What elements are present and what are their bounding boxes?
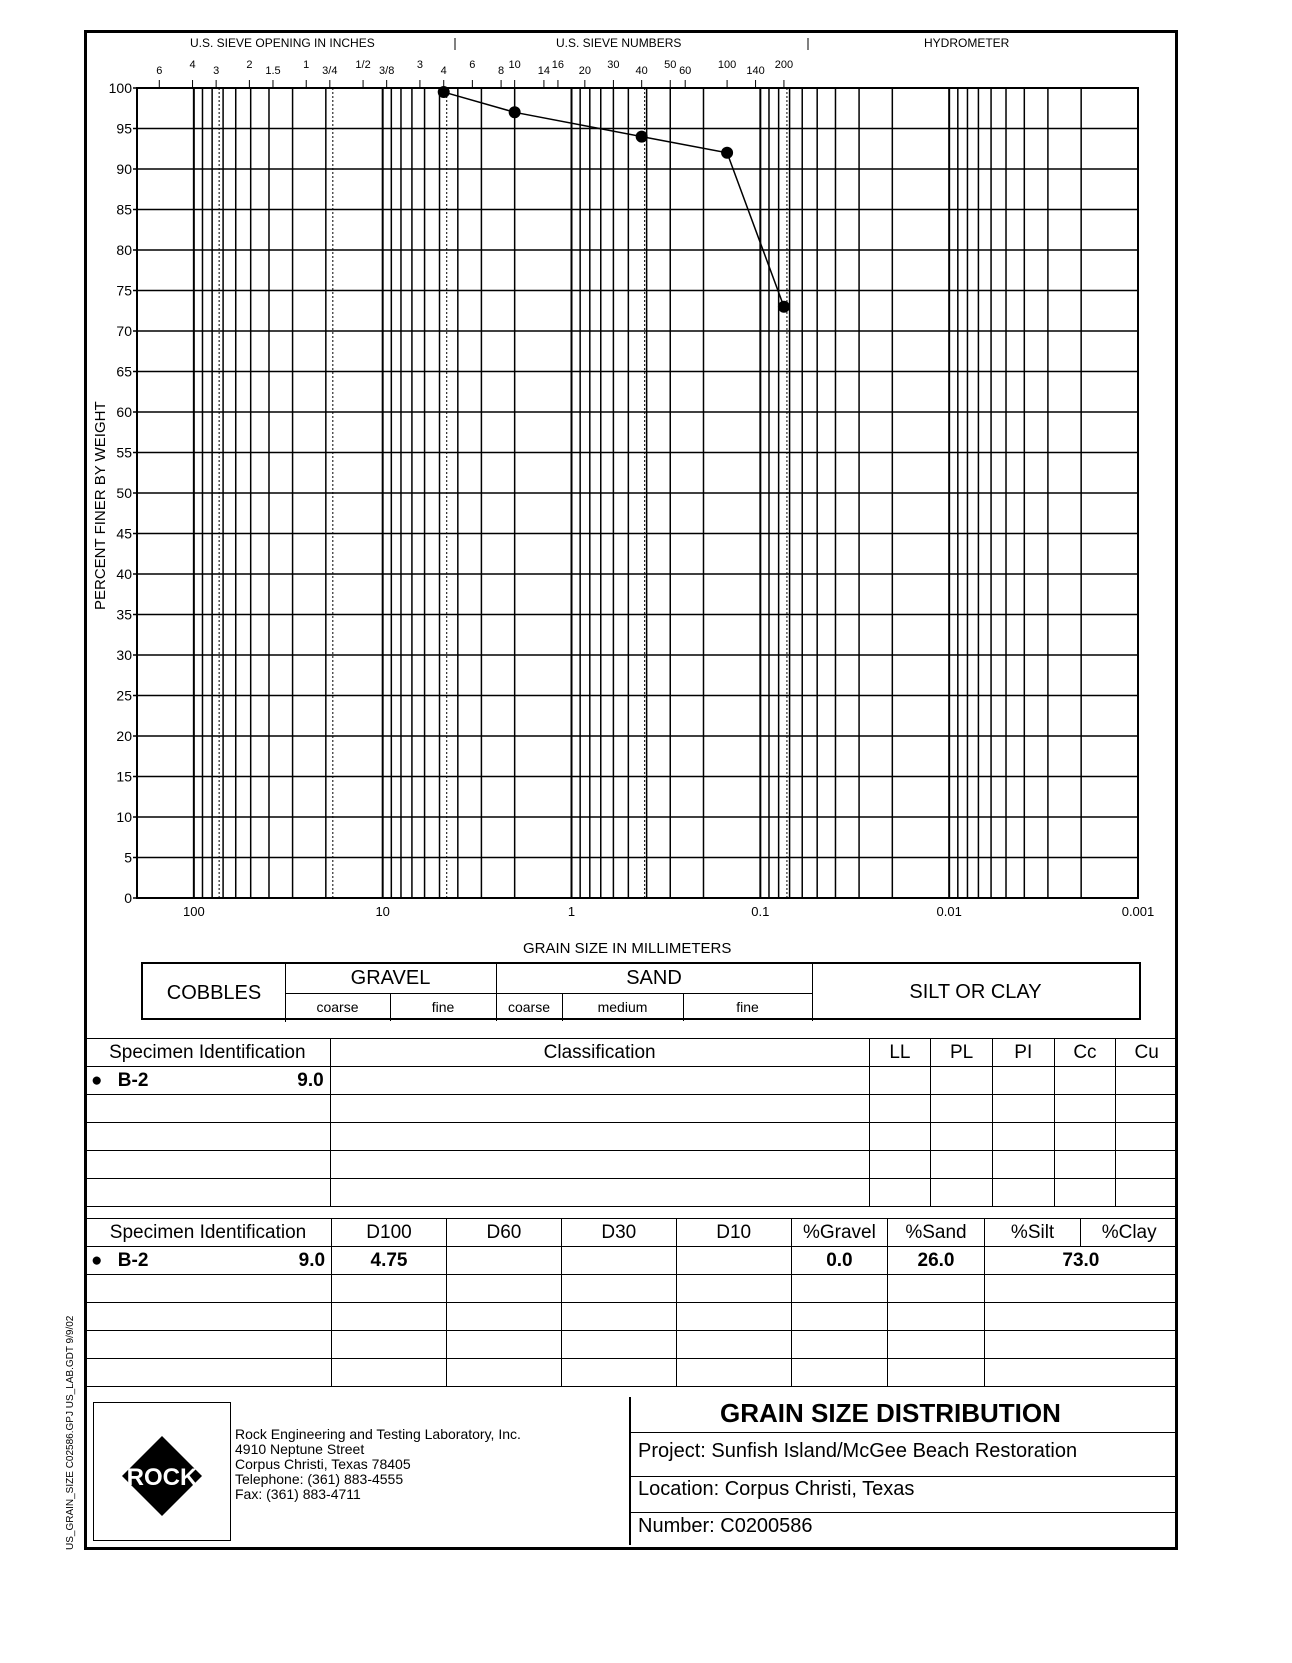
y-tick-label: 5 [124, 849, 132, 866]
sand-label: SAND [496, 964, 813, 994]
y-tick-label: 75 [116, 282, 132, 299]
gravel-pct-value: 0.0 [791, 1247, 888, 1275]
sieve-label: 50 [664, 59, 677, 71]
y-tick-label: 25 [116, 687, 132, 704]
specimen-cell [85, 1067, 331, 1095]
sieve-label: 3/4 [322, 65, 338, 77]
classification-box [141, 962, 1141, 1020]
sieve-label: 10 [508, 59, 521, 71]
sand-fine-label: fine [683, 993, 813, 1021]
y-tick-label: 35 [116, 606, 132, 623]
sieve-label: 16 [551, 59, 565, 71]
gravel-fine-label: fine [390, 993, 497, 1021]
silt-clay-label: SILT OR CLAY [909, 980, 1042, 1003]
sieve-label: 1 [303, 59, 310, 71]
cu-header: Cu [1116, 1039, 1178, 1067]
gravel-label: GRAVEL [285, 964, 497, 994]
x-tick-label: 100 [182, 904, 205, 919]
y-tick-label: 70 [116, 323, 132, 339]
silt-pct-header: %Silt [984, 1219, 1081, 1247]
y-tick-label: 80 [116, 242, 132, 258]
table-row [85, 1123, 1178, 1151]
cc-value [1054, 1067, 1116, 1095]
footer-divider-1 [630, 1432, 1176, 1433]
table-row [85, 1275, 1178, 1303]
specimen-depth: 9.0 [297, 1069, 324, 1091]
y-axis-label: PERCENT FINER BY WEIGHT [92, 401, 109, 610]
series-marker: ● [91, 1249, 103, 1271]
series-marker: ● [91, 1069, 103, 1091]
d10-header: D10 [676, 1219, 791, 1247]
y-tick-label: 30 [116, 647, 132, 663]
footer-divider-3 [630, 1512, 1176, 1513]
clay-pct-header: %Clay [1081, 1219, 1178, 1247]
gradation-table [84, 1218, 1178, 1387]
y-tick-label: 0 [124, 890, 132, 906]
sand-pct-header: %Sand [888, 1219, 985, 1247]
sieve-label: 1.5 [265, 65, 281, 77]
y-tick-label: 40 [116, 566, 132, 582]
specimen-depth: 9.0 [298, 1249, 326, 1271]
lab-address-2: Corpus Christi, Texas 78405 [235, 1456, 411, 1472]
sieve-label: 14 [537, 65, 551, 77]
table-row [85, 1151, 1178, 1179]
x-axis-label: GRAIN SIZE IN MILLIMETERS [523, 940, 732, 957]
classification-value [330, 1067, 869, 1095]
cu-value [1116, 1067, 1178, 1095]
report-title: GRAIN SIZE DISTRIBUTION [720, 1398, 1061, 1428]
logo-text: ROCK [126, 1464, 198, 1491]
lab-name: Rock Engineering and Testing Laboratory, Inc. [235, 1426, 521, 1442]
sieve-label: 8 [498, 65, 505, 77]
y-tick-label: 100 [108, 80, 132, 96]
gravel-coarse-label: coarse [285, 993, 391, 1021]
sand-pct-value: 26.0 [888, 1247, 985, 1275]
side-file-label: US_GRAIN_SIZE C02586.GPJ US_LAB.GDT 9/9/02 [65, 1315, 76, 1550]
rock-logo [118, 1432, 206, 1520]
header-sieve-inches: U.S. SIEVE OPENING IN INCHES [190, 36, 375, 50]
table-row [85, 1359, 1178, 1387]
specimen-id: B-2 [117, 1069, 149, 1091]
sieve-label: 30 [607, 59, 620, 71]
sieve-label: 40 [635, 65, 648, 77]
sieve-label: 200 [774, 59, 794, 71]
data-point [721, 147, 733, 159]
cc-header: Cc [1054, 1039, 1116, 1067]
specimen-id-header-2: Specimen Identification [85, 1219, 332, 1247]
footer-divider-2 [630, 1476, 1176, 1477]
sieve-label: 3 [416, 59, 423, 71]
y-tick-label: 10 [116, 809, 132, 825]
sieve-label: 4 [440, 65, 447, 77]
specimen-cell [85, 1247, 332, 1275]
d10-value [676, 1247, 791, 1275]
lab-info [235, 1427, 521, 1502]
x-tick-label: 1 [567, 904, 576, 919]
y-tick-label: 60 [116, 404, 132, 420]
sieve-label: 6 [156, 65, 163, 77]
y-tick-label: 15 [116, 768, 132, 785]
data-point [636, 131, 648, 143]
d60-value [446, 1247, 561, 1275]
table-row [85, 1095, 1178, 1123]
location-line: Location: Corpus Christi, Texas [638, 1478, 915, 1500]
data-point [438, 86, 450, 98]
table-row [85, 1247, 1178, 1275]
table-row [85, 1179, 1178, 1207]
pi-value [992, 1067, 1054, 1095]
cobbles-label: COBBLES [143, 964, 286, 1022]
classification-header: Classification [330, 1039, 869, 1067]
pl-header: PL [931, 1039, 993, 1067]
d100-header: D100 [332, 1219, 447, 1247]
gravel-pct-header: %Gravel [791, 1219, 888, 1247]
table-row [85, 1331, 1178, 1359]
header-hydrometer: HYDROMETER [924, 36, 1010, 50]
x-tick-label: 0.001 [1121, 904, 1155, 919]
pl-value [931, 1067, 993, 1095]
d60-header: D60 [446, 1219, 561, 1247]
sand-coarse-label: coarse [496, 993, 563, 1021]
data-point [509, 106, 521, 118]
lab-fax: Fax: (361) 883-4711 [235, 1486, 361, 1502]
sieve-label: 140 [746, 65, 765, 77]
sieve-label: 2 [246, 59, 253, 71]
ll-value [869, 1067, 931, 1095]
x-tick-label: 10 [375, 904, 390, 919]
y-tick-label: 65 [116, 363, 132, 380]
sieve-label: 1/2 [355, 59, 371, 71]
d100-value: 4.75 [332, 1247, 447, 1275]
y-tick-label: 20 [116, 728, 132, 744]
ll-header: LL [869, 1039, 931, 1067]
number-line: Number: C0200586 [638, 1515, 813, 1537]
lab-address-1: 4910 Neptune Street [235, 1441, 365, 1457]
d30-value [561, 1247, 676, 1275]
data-point [778, 301, 790, 313]
sieve-label: 4 [189, 59, 196, 71]
x-tick-label: 0.01 [936, 904, 962, 919]
table-row [85, 1067, 1178, 1095]
pi-header: PI [992, 1039, 1054, 1067]
sieve-label: 3 [213, 65, 220, 77]
y-tick-label: 50 [116, 485, 132, 501]
classification-table [84, 1038, 1178, 1207]
sand-medium-label: medium [562, 993, 684, 1021]
specimen-id: B-2 [117, 1249, 149, 1271]
y-tick-label: 55 [116, 444, 132, 461]
specimen-id-header-1: Specimen Identification [85, 1039, 331, 1067]
sieve-label: 60 [679, 65, 692, 77]
sieve-label: 20 [578, 65, 591, 77]
x-tick-label: 0.1 [751, 904, 770, 919]
sieve-label: 6 [469, 59, 476, 71]
lab-telephone: Telephone: (361) 883-4555 [235, 1471, 404, 1487]
sieve-label: 100 [717, 59, 737, 71]
y-tick-label: 85 [116, 201, 132, 218]
d30-header: D30 [561, 1219, 676, 1247]
y-tick-label: 45 [116, 525, 132, 542]
silt-clay-pct-value: 73.0 [984, 1247, 1177, 1275]
project-line: Project: Sunfish Island/McGee Beach Restoration [638, 1440, 1078, 1462]
y-tick-label: 95 [116, 120, 132, 137]
table-row [85, 1303, 1178, 1331]
y-tick-label: 90 [116, 161, 132, 177]
sieve-label: 3/8 [379, 65, 395, 77]
header-sieve-numbers: U.S. SIEVE NUMBERS [556, 36, 682, 50]
